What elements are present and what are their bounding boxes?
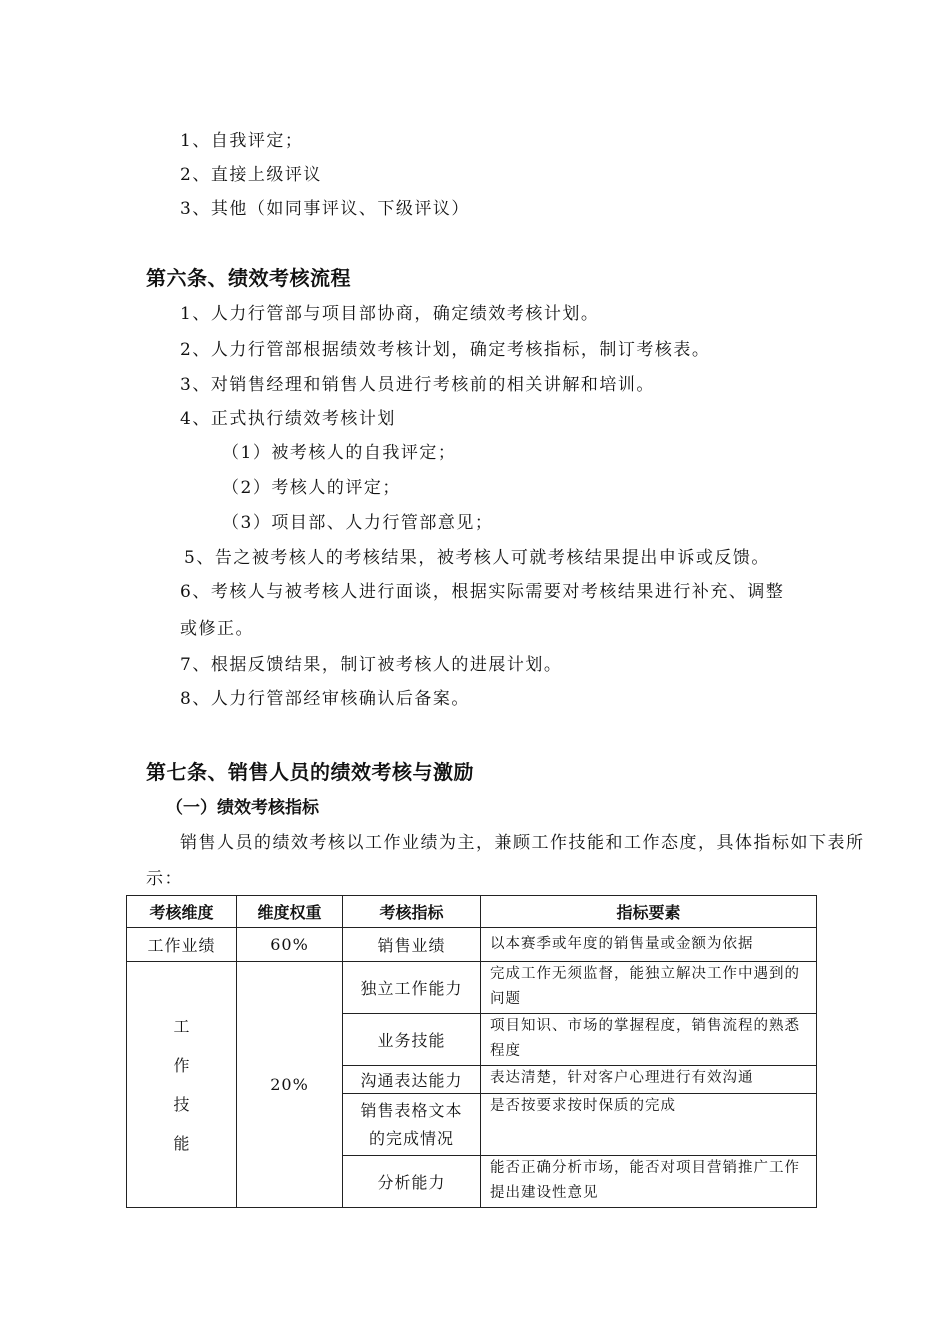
dimension-char: 技 bbox=[173, 1094, 190, 1114]
intro-paragraph-continuation: 示： bbox=[146, 869, 183, 889]
process-step: 6、考核人与被考核人进行面谈，根据实际需要对考核结果进行补充、调整 bbox=[180, 582, 785, 602]
indicator-cell: 独立工作能力 bbox=[343, 962, 481, 1014]
intro-paragraph: 销售人员的绩效考核以工作业绩为主，兼顾工作技能和工作态度，具体指标如下表所 bbox=[180, 833, 865, 853]
element-cell: 完成工作无须监督，能独立解决工作中遇到的问题 bbox=[481, 962, 817, 1014]
process-substep: （2）考核人的评定； bbox=[222, 478, 401, 498]
weight-cell: 60% bbox=[237, 928, 343, 962]
review-method-item: 2、直接上级评议 bbox=[180, 165, 322, 185]
table-row bbox=[127, 962, 817, 1014]
process-step: 5、告之被考核人的考核结果，被考核人可就考核结果提出申诉或反馈。 bbox=[184, 548, 770, 568]
process-step: 8、人力行管部经审核确认后备案。 bbox=[180, 689, 470, 709]
header-weight: 维度权重 bbox=[237, 896, 343, 928]
table-row bbox=[127, 928, 817, 962]
dimension-cell: 工作业绩 bbox=[127, 928, 237, 962]
process-step-continuation: 或修正。 bbox=[180, 619, 254, 639]
indicator-cell: 沟通表达能力 bbox=[343, 1066, 481, 1094]
table-header-row bbox=[127, 896, 817, 928]
process-step: 3、对销售经理和销售人员进行考核前的相关讲解和培训。 bbox=[180, 375, 655, 395]
element-cell: 以本赛季或年度的销售量或金额为依据 bbox=[481, 928, 817, 962]
element-cell: 是否按要求按时保质的完成 bbox=[481, 1094, 817, 1156]
process-step: 2、人力行管部根据绩效考核计划，确定考核指标，制订考核表。 bbox=[180, 340, 711, 360]
header-element: 指标要素 bbox=[481, 896, 817, 928]
article-6-heading: 第六条、绩效考核流程 bbox=[146, 266, 351, 290]
process-step: 7、根据反馈结果，制订被考核人的进展计划。 bbox=[180, 655, 563, 675]
dimension-char: 作 bbox=[173, 1055, 190, 1075]
dimension-cell-work-skills bbox=[127, 962, 237, 1208]
indicator-cell: 销售表格文本的完成情况 bbox=[343, 1094, 481, 1156]
indicator-cell: 分析能力 bbox=[343, 1156, 481, 1208]
process-substep: （1）被考核人的自我评定； bbox=[222, 443, 457, 463]
indicator-cell: 销售业绩 bbox=[343, 928, 481, 962]
process-step: 1、人力行管部与项目部协商，确定绩效考核计划。 bbox=[180, 304, 600, 324]
indicator-cell: 业务技能 bbox=[343, 1014, 481, 1066]
review-method-item: 3、其他（如同事评议、下级评议） bbox=[180, 199, 470, 219]
section-heading: （一）绩效考核指标 bbox=[166, 798, 319, 818]
dimension-char: 能 bbox=[173, 1133, 190, 1153]
element-cell: 能否正确分析市场，能否对项目营销推广工作提出建设性意见 bbox=[481, 1156, 817, 1208]
process-step: 4、正式执行绩效考核计划 bbox=[180, 409, 396, 429]
element-cell: 表达清楚，针对客户心理进行有效沟通 bbox=[481, 1066, 817, 1094]
header-dimension: 考核维度 bbox=[127, 896, 237, 928]
article-7-heading: 第七条、销售人员的绩效考核与激励 bbox=[146, 760, 474, 784]
kpi-table bbox=[126, 895, 817, 1208]
element-cell: 项目知识、市场的掌握程度，销售流程的熟悉程度 bbox=[481, 1014, 817, 1066]
process-substep: （3）项目部、人力行管部意见； bbox=[222, 513, 494, 533]
header-indicator: 考核指标 bbox=[343, 896, 481, 928]
review-method-item: 1、自我评定； bbox=[180, 131, 304, 151]
weight-cell: 20% bbox=[237, 962, 343, 1208]
dimension-char: 工 bbox=[173, 1016, 190, 1036]
